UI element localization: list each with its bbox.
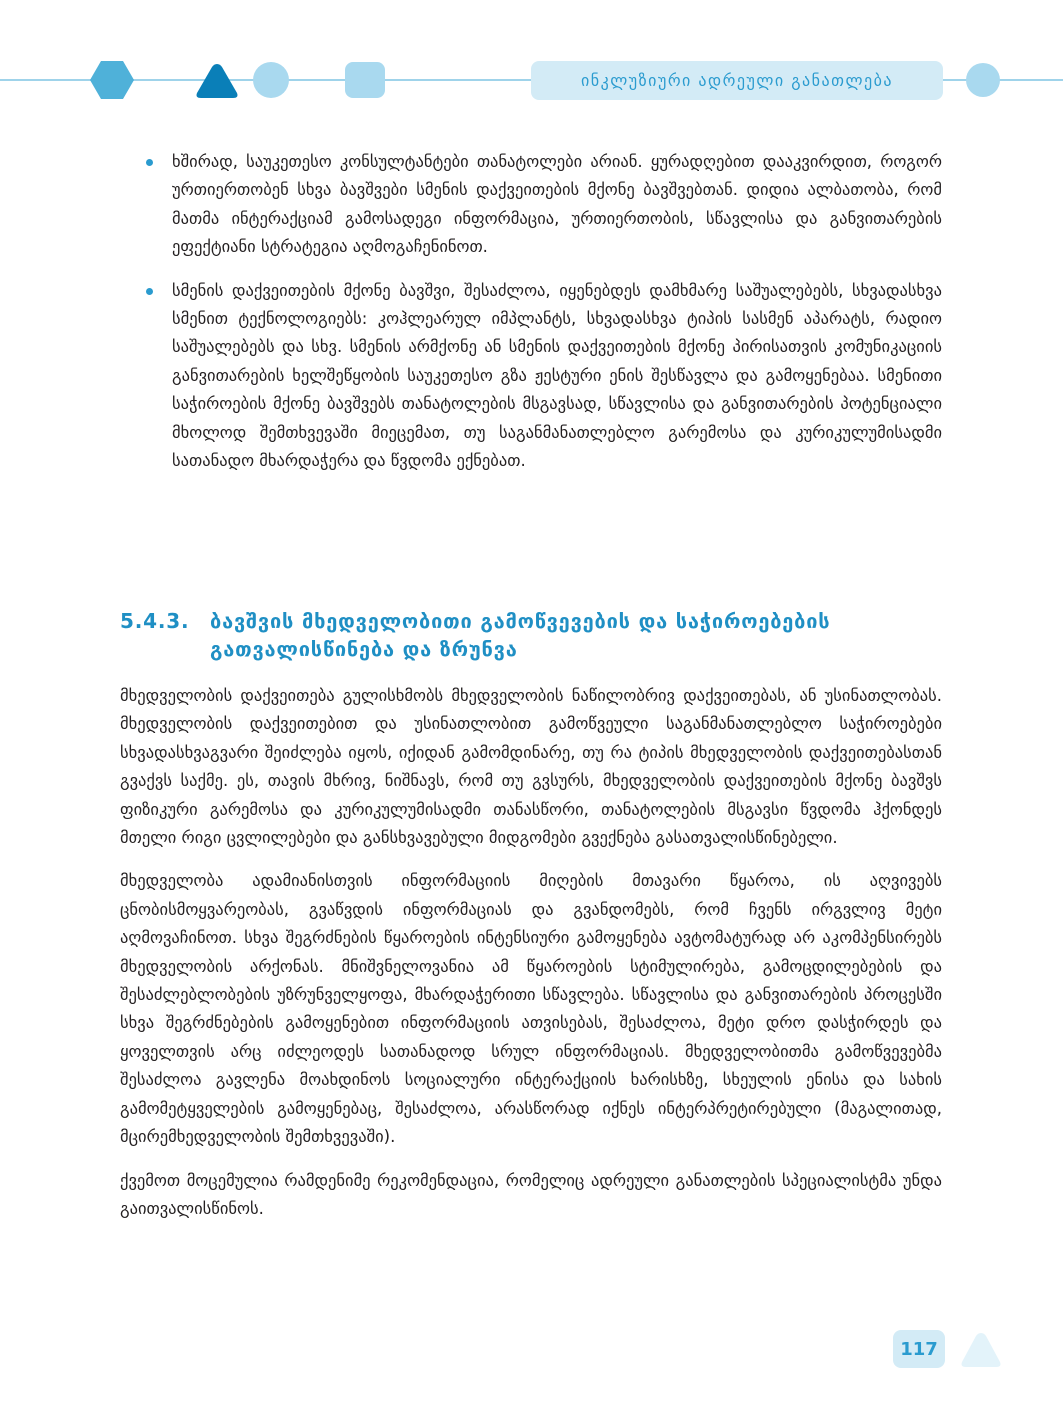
triangle-icon xyxy=(960,1331,1002,1369)
bullet-list xyxy=(146,148,942,490)
bullet-text: სმენის დაქვეითების მქონე ბავშვი, შესაძლოა, იყენებდეს დამხმარე საშუალებებს, სხვადასხვა სმენით ტექნოლოგიებს: კოჰლეარულ იმპლანტს, სხვადასხვა ტიპის სასმენ აპარატს, რადიო საშუალებებს და სხვ. სმენის არმქონე ან სმენის დაქვეითების მქონე პირისათვის კომუნიკაციის განვითარების ხელშეწყობის საუკეთესო გზა ჟესტური ენის შესწავლა და გამოყენებაა. სმენითი საჭიროების მქონე ბავშვებს თანატოლების მსგავსად, სწავლისა და განვითარების პოტენციალი მხოლოდ შემთხვევაში მიეცემათ, თუ საგანმანათლებლო გარემოსა და კურიკულუმისადმი სათანადო მხარდაჭერა და წვდომა ექნებათ. xyxy=(172,280,942,471)
hexagon-icon xyxy=(90,61,134,99)
bullet-icon xyxy=(146,288,153,295)
paragraph: ქვემოთ მოცემულია რამდენიმე რეკომენდაცია, რომელიც ადრეული განათლების სპეციალისტმა უნდა გაითვალისწინოს. xyxy=(120,1170,942,1218)
page-number: 117 xyxy=(893,1330,945,1368)
section-title-line1: ბავშვის მხედველობითი გამოწვევების და საჭიროებების xyxy=(210,609,831,633)
rounded-square-icon xyxy=(345,62,385,98)
running-header-title: ინკლუზიური ადრეული განათლება xyxy=(531,61,943,100)
paragraph: მხედველობა ადამიანისთვის ინფორმაციის მიღების მთავარი წყაროა, ის აღვივებს ცნობისმოყვარეობას, გვაწვდის ინფორმაციას და გვანდომებს, რომ ჩვენს ირგვლივ მეტი აღმოვაჩინოთ. სხვა შეგრძნების წყაროების ინტენსიური გამოყენება ავტომატურად არ აკომპენსირებს მხედველობის არქონას. მნიშვნელოვანია ამ წყაროების სტიმულირება, გამოცდილებების და შესაძლებლობების უზრუნველყოფა, მხარდაჭერითი სწავლება. სწავლისა და განვითარების პროცესში სხვა შეგრძნებების გამოყენებით ინფორმაციის ათვისებას, შესაძლოა, მეტი დრო დასჭირდეს და ყოველთვის არც იძლეოდეს სათანადოდ სრულ ინფორმაციას. მხედველობითმა გამოწვევებმა შესაძლოა გავლენა მოახდინოს სოციალური ინტერაქციის ხარისხზე, სხეულის ენისა და სახის გამომეტყველების გამოყენებაც, შესაძლოა, არასწორად იქნეს ინტერპრეტირებული (მაგალითად, მცირემხედველობის შემთხვევაში). xyxy=(120,871,942,1147)
triangle-icon xyxy=(195,62,239,100)
list-item xyxy=(146,277,942,476)
section-number: 5.4.3. xyxy=(120,609,190,633)
bullet-text: ხშირად, საუკეთესო კონსულტანტები თანატოლები არიან. ყურადღებით დააკვირდით, როგორ ურთიერთობენ სხვა ბავშვები სმენის დაქვეითების მქონე ბავშვებთან. დიდია ალბათობა, რომ მათმა ინტერაქციამ გამოსადეგი ინფორმაცია, ურთიერთობის, სწავლისა და განვითარების ეფექტიანი სტრატეგია აღმოგაჩენინოთ. xyxy=(172,152,942,257)
bullet-icon xyxy=(146,159,153,166)
paragraph: მხედველობის დაქვეითება გულისხმობს მხედველობის ნაწილობრივ დაქვეითებას, ან უსინათლობას. მხედველობის დაქვეითებით და უსინათლობით გამოწვეული საგანმანათლებლო საჭიროებები სხვადასხვაგვარი შეიძლება იყოს, იქიდან გამომდინარე, თუ რა ტიპის მხედველობის დაქვეითებასთან გვაქვს საქმე. ეს, თავის მხრივ, ნიშნავს, რომ თუ გვსურს, მხედველობის დაქვეითების მქონე ბავშვს ფიზიკური გარემოსა და კურიკულუმისადმი თანასწორი, თანატოლების მსგავსი წვდომა ჰქონდეს მთელი რიგი ცვლილებები და განსხვავებული მიდგომები გვექნება გასათვალისწინებელი. xyxy=(120,686,942,848)
section-heading xyxy=(120,607,950,663)
list-item xyxy=(146,148,942,262)
circle-icon xyxy=(253,62,289,98)
section-title-line2: გათვალისწინება და ზრუნვა xyxy=(210,637,518,661)
body-text xyxy=(120,682,942,1238)
circle-icon xyxy=(966,63,1000,97)
